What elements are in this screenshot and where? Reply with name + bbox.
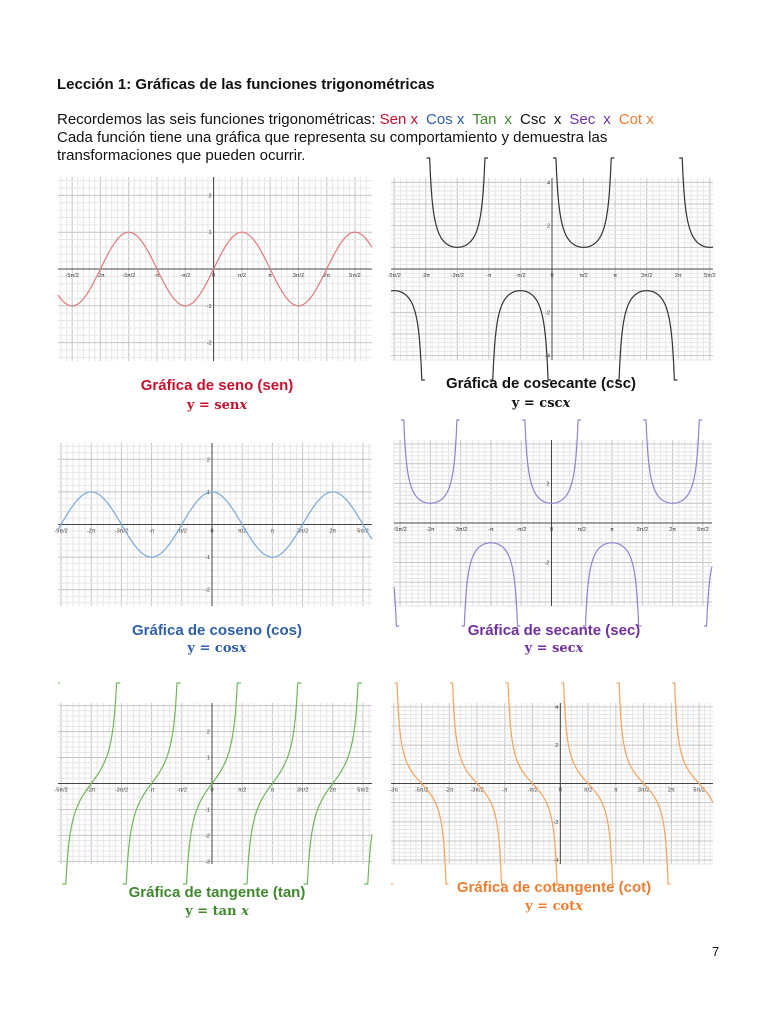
x-tick-label: -3π/2	[114, 528, 129, 535]
equation-cot	[389, 899, 719, 914]
x-tick-label: 5π/2	[704, 273, 716, 279]
x-tick-label: 5π/2	[357, 787, 369, 794]
graph-panel-cot	[391, 703, 713, 864]
caption-cos: Gráfica de coseno (cos)	[131, 622, 303, 639]
eq-var: x	[241, 904, 249, 919]
x-tick-label: -5π/2	[54, 528, 68, 535]
graph-panel-tan	[54, 703, 372, 866]
y-tick-label: 4	[555, 704, 559, 711]
x-tick-label: π	[270, 787, 275, 794]
x-tick-label: -3π/2	[450, 273, 464, 279]
cosine-graph	[54, 443, 372, 606]
x-tick-label: -2π	[444, 787, 454, 794]
x-tick-label: π	[268, 273, 273, 279]
function-label: x	[553, 111, 562, 128]
x-tick-label: 5π/2	[693, 787, 705, 794]
x-tick-label: 2π	[329, 528, 337, 535]
x-tick-label: π/2	[237, 528, 247, 535]
function-label: Cot x	[618, 111, 654, 128]
equation-tan	[52, 904, 382, 919]
cotangent-graph	[391, 703, 713, 864]
y-tick-label: -2	[544, 560, 550, 567]
eq-var: x	[238, 641, 247, 656]
y-tick-label: 2	[555, 743, 559, 750]
x-tick-label: 2π	[329, 787, 337, 794]
x-tick-label: -3π	[389, 787, 399, 794]
x-tick-label: -π	[148, 787, 155, 794]
x-tick-label: π	[613, 787, 618, 794]
caption-sec: Gráfica de secante (sec)	[467, 622, 641, 639]
eq-lhs: y =	[187, 641, 211, 656]
y-tick-label: -2	[205, 833, 210, 840]
x-tick-label: -3π/2	[453, 527, 468, 533]
graph-panel-sen	[58, 177, 372, 361]
equation-sen	[52, 398, 382, 413]
x-tick-label: π/2	[577, 527, 586, 533]
y-tick-label: -3	[205, 859, 210, 866]
lesson-title: Lección 1: Gráficas de las funciones trigonométricas	[57, 76, 435, 93]
eq-fn: cos	[214, 641, 239, 656]
x-tick-label: 0	[549, 527, 554, 533]
x-tick-label: -3π/2	[114, 787, 129, 794]
eq-var: x	[575, 641, 584, 656]
x-tick-label: -π/2	[527, 787, 538, 794]
y-tick-label: -4	[545, 353, 550, 360]
x-tick-label: π	[270, 528, 275, 535]
function-label: Cos x	[426, 111, 465, 128]
x-tick-label: -3π/2	[470, 787, 484, 794]
secant-graph	[394, 440, 712, 606]
y-tick-label: -4	[553, 858, 559, 865]
x-tick-label: π	[610, 527, 614, 533]
x-tick-label: -π	[154, 273, 160, 279]
x-tick-label: 2π	[667, 787, 675, 794]
y-tick-label: 2	[208, 193, 212, 200]
function-label: x	[603, 111, 611, 128]
x-tick-label: 5π/2	[357, 528, 369, 535]
x-tick-label: 0	[550, 273, 554, 279]
y-tick-label: -2	[553, 819, 559, 826]
y-tick-label: 2	[546, 481, 550, 488]
x-tick-label: -5π/2	[54, 787, 68, 794]
x-tick-label: -π/2	[516, 527, 527, 533]
eq-var: x	[239, 398, 248, 413]
y-tick-label: 2	[206, 457, 210, 464]
intro-body: Cada función tiene una gráfica que representa su comportamiento y demuestra las transformaciones que pueden ocurrir.	[57, 129, 608, 164]
x-tick-label: -5π/2	[387, 273, 401, 279]
function-label: Sen x	[379, 111, 418, 128]
x-tick-label: π/2	[579, 273, 588, 279]
caption-csc: Gráfica de cosecante (csc)	[445, 375, 637, 392]
function-label: Sec	[569, 111, 596, 128]
eq-lhs: y =	[511, 396, 535, 411]
x-tick-label: -3π/2	[122, 273, 136, 279]
x-tick-label: -π/2	[176, 787, 187, 794]
x-tick-label: 5π/2	[349, 273, 361, 279]
eq-fn: sec	[552, 641, 576, 656]
x-tick-label: -2π	[86, 787, 96, 794]
caption-sen: Gráfica de seno (sen)	[140, 377, 294, 394]
intro-paragraph	[57, 111, 717, 165]
equation-csc	[376, 396, 706, 411]
x-tick-label: 3π/2	[292, 273, 305, 279]
x-tick-label: 0	[210, 528, 214, 535]
y-tick-label: -2	[206, 340, 212, 347]
eq-lhs: y =	[185, 904, 209, 919]
x-tick-label: -π/2	[515, 273, 526, 279]
y-tick-label: -2	[545, 310, 550, 317]
y-tick-label: -1	[206, 303, 212, 310]
y-tick-label: 1	[206, 755, 210, 762]
x-tick-label: 3π/2	[296, 787, 309, 794]
equation-cos	[52, 641, 382, 656]
function-label: Tan	[472, 111, 497, 128]
y-tick-label: 2	[546, 223, 550, 230]
x-tick-label: -π	[486, 273, 492, 279]
x-tick-label: -2π	[425, 527, 435, 533]
x-tick-label: 0	[558, 787, 562, 794]
page-number: 7	[712, 944, 720, 959]
x-tick-label: -5π/2	[393, 527, 407, 533]
y-tick-label: -1	[205, 807, 210, 814]
intro-lead: Recordemos las seis funciones trigonométricas:	[57, 111, 380, 128]
x-tick-label: 0	[210, 787, 214, 794]
y-tick-label: 1	[206, 489, 210, 496]
graph-panel-csc	[387, 178, 716, 360]
x-tick-label: -2π	[86, 528, 96, 535]
function-label: x	[504, 111, 513, 128]
x-tick-label: -π/2	[176, 528, 187, 535]
cosecant-graph	[387, 178, 716, 360]
eq-lhs: y =	[186, 398, 210, 413]
x-tick-label: 2π	[669, 527, 677, 533]
x-tick-label: -5π/2	[65, 273, 79, 279]
eq-lhs: y =	[525, 899, 549, 914]
x-tick-label: π/2	[583, 787, 593, 794]
eq-var: x	[562, 396, 571, 411]
eq-fn: cot	[552, 899, 576, 914]
x-tick-label: 3π/2	[637, 787, 650, 794]
x-tick-label: -π	[148, 528, 155, 535]
y-tick-label: -2	[205, 587, 210, 594]
function-label: Csc	[520, 111, 546, 128]
x-tick-label: 2π	[323, 273, 331, 279]
eq-lhs: y =	[524, 641, 548, 656]
x-tick-label: π/2	[237, 273, 247, 279]
caption-cot: Gráfica de cotangente (cot)	[456, 879, 652, 896]
eq-fn: tan	[212, 904, 237, 919]
x-tick-label: 5π/2	[697, 527, 709, 533]
eq-var: x	[575, 899, 583, 914]
graph-panel-cos	[54, 443, 372, 606]
x-tick-label: -π/2	[180, 273, 191, 279]
x-tick-label: 0	[212, 273, 216, 279]
y-tick-label: 2	[206, 729, 210, 736]
x-tick-label: 2π	[674, 273, 682, 279]
function-list	[380, 111, 662, 128]
tangent-graph	[54, 703, 372, 866]
x-tick-label: 3π/2	[636, 527, 649, 533]
y-tick-label: -1	[205, 555, 210, 562]
x-tick-label: -2π	[96, 273, 105, 279]
caption-tan: Gráfica de tangente (tan)	[128, 884, 306, 901]
sine-graph	[58, 177, 372, 361]
x-tick-label: π	[613, 273, 618, 279]
x-tick-label: -2π	[421, 273, 431, 279]
x-tick-label: π/2	[237, 787, 247, 794]
eq-fn: sen	[214, 398, 240, 413]
equation-sec	[389, 641, 719, 656]
x-tick-label: 3π/2	[296, 528, 309, 535]
x-tick-label: -5π/2	[414, 787, 429, 794]
x-tick-label: 3π/2	[640, 273, 653, 279]
y-tick-label: 4	[546, 180, 550, 187]
y-tick-label: 1	[208, 230, 212, 237]
x-tick-label: -π	[501, 787, 508, 794]
x-tick-label: -π	[488, 527, 494, 533]
graph-panel-sec	[394, 440, 712, 606]
eq-fn: csc	[539, 396, 563, 411]
